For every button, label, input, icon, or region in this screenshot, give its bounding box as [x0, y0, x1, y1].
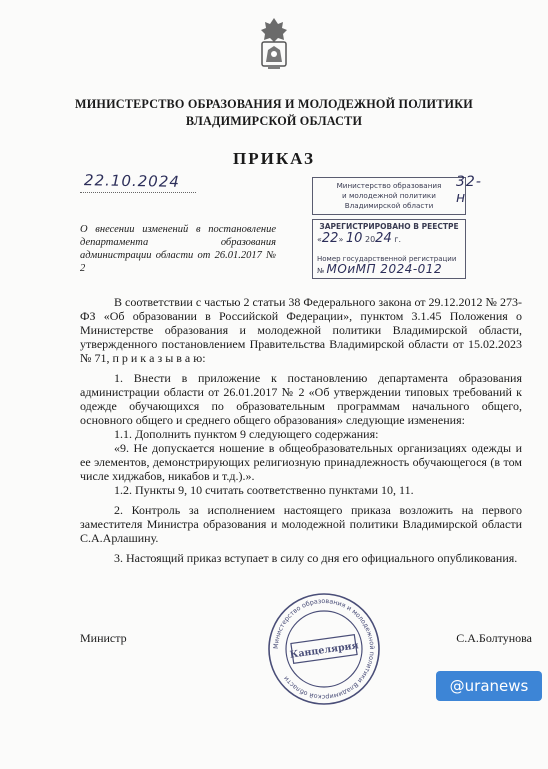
registration-stamp-org: Министерство образования и молодежной политики Владимирской области [312, 177, 466, 215]
order-body [80, 295, 522, 565]
registration-stamp [312, 174, 482, 287]
order-subject: О внесении изменений в постановление департамента образования администрации области от 26.01.2017 № 2 [80, 224, 276, 274]
ministry-name-line2: ВЛАДИМИРСКОЙ ОБЛАСТИ [185, 114, 363, 128]
registration-stamp-registry [312, 219, 466, 279]
order-item-1-1-quote: «9. Не допускается ношение в общеобразовательных организациях одежды и ее элементов, демонстрирующих религиозную принадлежность обучающегося (в том числе хиджабов, никабов и т.д.).». [80, 441, 522, 483]
order-preamble: В соответствии с частью 2 статьи 38 Федерального закона от 29.12.2012 № 273-ФЗ «Об образовании в Российской Федерации», пунктом 3.1.45 Положения о Министерстве образования и молодежной политики Владимирской области, утвержденного постановлением Правительства Владимирской области от 15.02.2023 № 71, п р и к а з ы в а ю: [80, 295, 522, 365]
registry-date: «22» 10 2024 г. [317, 231, 402, 246]
svg-text:Министерство образования и мол: Министерство образования и молодежной политики Владимирской области [271, 596, 377, 702]
office-seal-icon [266, 591, 382, 707]
order-item-1: 1. Внести в приложение к постановлению департамента образования администрации области от 26.01.2017 № 2 «Об утверждении типовых требований к одежде обучающихся по образовательным программам начального общего, основного общего и среднего общего образования» следующие изменения: [80, 371, 522, 427]
ministry-name-line1: МИНИСТЕРСТВО ОБРАЗОВАНИЯ И МОЛОДЕЖНОЙ ПОЛИТИКИ [75, 97, 473, 111]
registry-number-label: Номер государственной регистрации [317, 255, 457, 263]
registry-number: № МОиМП 2024-012 [317, 262, 443, 276]
uranews-watermark: @uranews [436, 671, 542, 701]
order-item-1-2: 1.2. Пункты 9, 10 считать соответственно пунктами 10, 11. [114, 483, 414, 497]
order-item-3: 3. Настоящий приказ вступает в силу со дня его официального опубликования. [114, 551, 518, 565]
registry-title: ЗАРЕГИСТРИРОВАНО В РЕЕСТРЕ [319, 222, 459, 231]
order-number-handwritten: 32-н [456, 174, 482, 206]
order-item-1-1: 1.1. Дополнить пунктом 9 следующего содержания: [114, 427, 379, 441]
order-title: ПРИКАЗ [233, 149, 315, 168]
svg-text:Канцелярия: Канцелярия [289, 640, 360, 661]
date-underline [80, 192, 196, 193]
signatory-position: Министр [80, 631, 127, 645]
order-item-2: 2. Контроль за исполнением настоящего приказа возложить на первого заместителя Министра образования и молодежной политики Владимирской области С.А.Арлашину. [80, 503, 522, 545]
coat-of-arms-icon [254, 16, 294, 72]
signatory-name: С.А.Болтунова [456, 631, 532, 645]
order-date-handwritten: 22.10.2024 [83, 171, 181, 191]
ministry-name [60, 96, 488, 130]
